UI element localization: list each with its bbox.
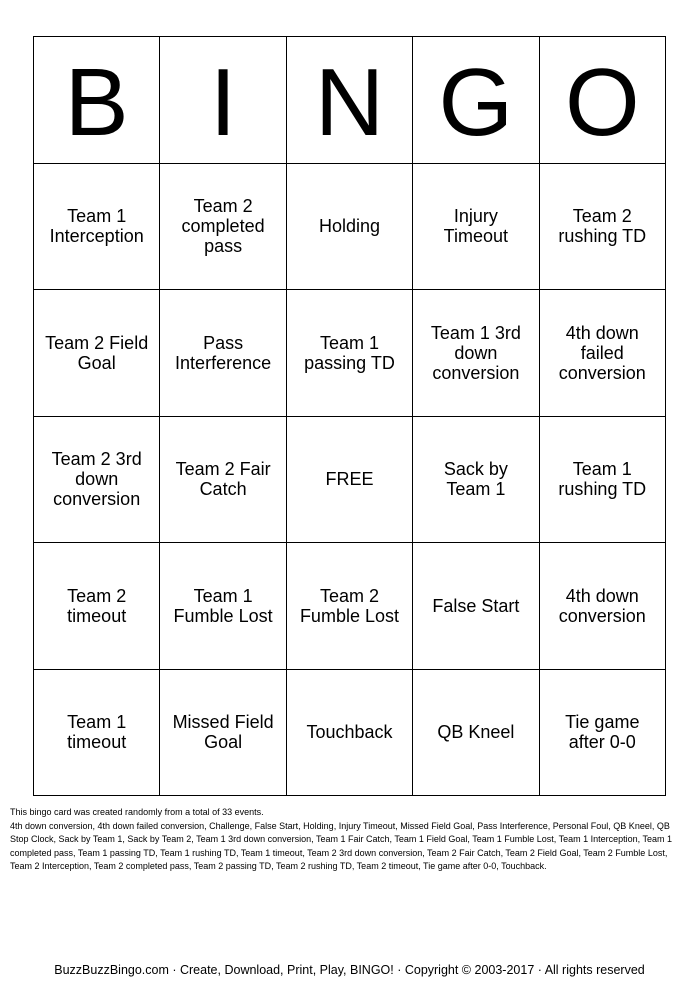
cell-label: Team 1 passing TD <box>304 332 395 373</box>
event-info <box>10 806 689 874</box>
cell-label: Team 2 Fumble Lost <box>299 585 399 626</box>
bingo-cell <box>413 416 539 543</box>
bingo-cell <box>539 669 665 796</box>
cell-label: Team 1 Fumble Lost <box>173 585 273 626</box>
header-letter-b: B <box>34 37 160 164</box>
header-letter-o: O <box>539 37 665 164</box>
bingo-cell <box>286 543 412 670</box>
cell-label: Team 2 rushing TD <box>558 206 647 247</box>
bingo-cell <box>539 290 665 417</box>
bingo-cell <box>34 290 160 417</box>
bingo-cell <box>160 163 286 290</box>
bingo-row <box>34 416 666 543</box>
cell-label: Team 1 3rd down conversion <box>430 322 521 383</box>
event-count-note: This bingo card was created randomly from a total of 33 events. <box>10 807 264 817</box>
cell-label: Team 1 timeout <box>67 712 127 753</box>
header-letter-i: I <box>160 37 286 164</box>
bingo-cell <box>34 543 160 670</box>
cell-label: Team 2 completed pass <box>181 196 265 257</box>
bingo-cell <box>34 669 160 796</box>
free-space-cell <box>286 416 412 543</box>
event-list: 4th down conversion, 4th down failed conversion, Challenge, False Start, Holding, Injury Timeout, Missed Field Goal, Pass Interference, Personal Foul, QB Kneel, QB Stop Clock, Sack by Team 1, Sack by Team 2, Team 1 3rd down conversion, Team 1 Fair Catch, Team 1 Field Goal, Team 1 Fumble Lost, Team 1 Interception, Team 1 completed pass, Team 1 passing TD, Team 1 rushing TD, Team 1 timeout, Team 2 3rd down conversion, Team 2 Fair Catch, Team 2 Field Goal, Team 2 Fumble Lost, Team 2 Interception, Team 2 completed pass, Team 2 passing TD, Team 2 rushing TD, Team 2 timeout, Tie game after 0-0, Touchback. <box>10 820 672 871</box>
bingo-row <box>34 290 666 417</box>
cell-label: Team 2 timeout <box>67 585 127 626</box>
cell-label: QB Kneel <box>437 722 515 743</box>
cell-label: Team 2 Fair Catch <box>175 459 271 500</box>
bingo-cell <box>286 290 412 417</box>
bingo-cell <box>160 669 286 796</box>
bingo-cell <box>160 416 286 543</box>
cell-label: Pass Interference <box>175 332 272 373</box>
cell-label: Team 1 Interception <box>49 206 144 247</box>
bingo-card <box>33 36 666 796</box>
bingo-cell <box>539 163 665 290</box>
bingo-row <box>34 669 666 796</box>
bingo-row <box>34 543 666 670</box>
bingo-cell <box>413 669 539 796</box>
cell-label: Team 2 3rd down conversion <box>51 449 142 510</box>
cell-label: Injury Timeout <box>443 206 509 247</box>
bingo-cell <box>413 543 539 670</box>
cell-label: 4th down conversion <box>558 585 646 626</box>
bingo-cell <box>160 543 286 670</box>
cell-label: Holding <box>318 216 380 237</box>
header-row <box>34 37 666 164</box>
bingo-cell <box>160 290 286 417</box>
bingo-row <box>34 163 666 290</box>
site-footer: BuzzBuzzBingo.com · Create, Download, Print, Play, BINGO! · Copyright © 2003-2017 · All rights reserved <box>54 963 645 977</box>
cell-label: Team 2 Field Goal <box>45 332 149 373</box>
bingo-cell <box>286 163 412 290</box>
bingo-cell <box>539 543 665 670</box>
cell-label: Touchback <box>306 722 393 743</box>
cell-label: 4th down failed conversion <box>558 322 646 383</box>
bingo-cell <box>286 669 412 796</box>
cell-label: Missed Field Goal <box>172 712 274 753</box>
bingo-cell <box>413 290 539 417</box>
cell-label: FREE <box>325 469 374 490</box>
cell-label: Team 1 rushing TD <box>558 459 647 500</box>
bingo-cell <box>34 416 160 543</box>
bingo-cell <box>34 163 160 290</box>
cell-label: Tie game after 0-0 <box>565 712 640 753</box>
cell-label: Sack by Team 1 <box>443 459 508 500</box>
header-letter-n: N <box>286 37 412 164</box>
bingo-cell <box>539 416 665 543</box>
bingo-cell <box>413 163 539 290</box>
cell-label: False Start <box>432 595 520 616</box>
header-letter-g: G <box>413 37 539 164</box>
